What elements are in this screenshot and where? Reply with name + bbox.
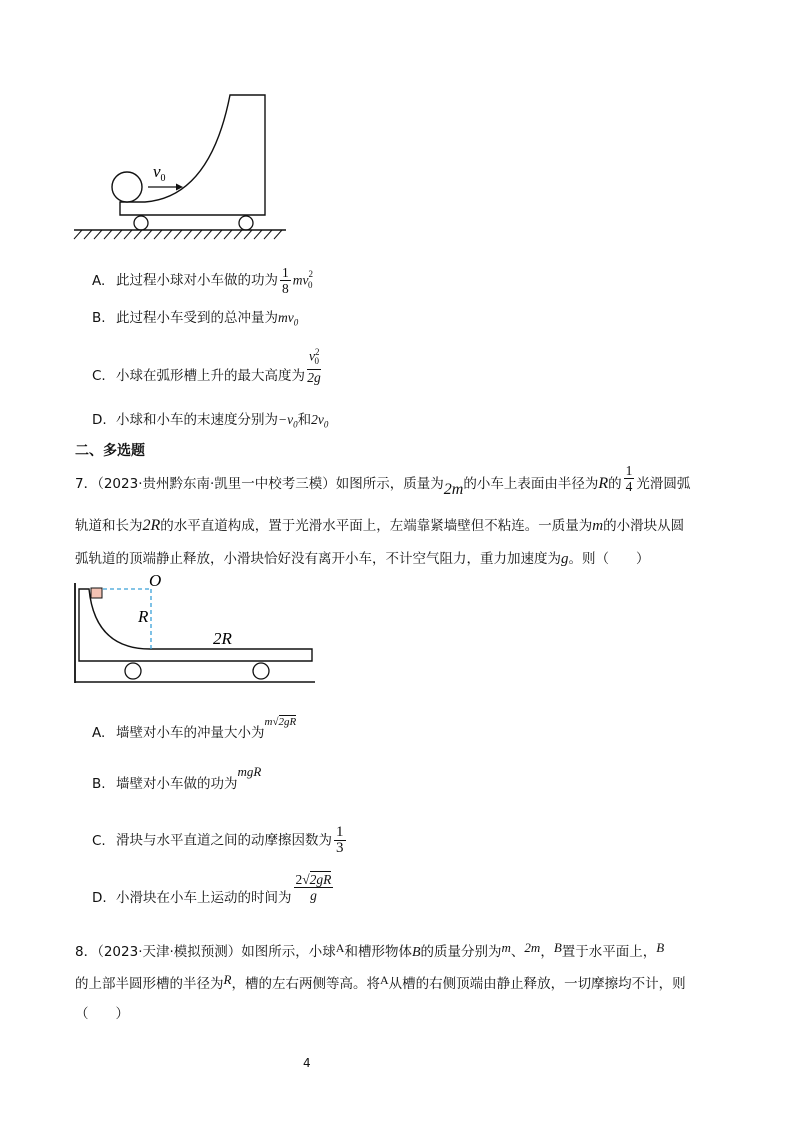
label-2R: 2R (213, 629, 232, 648)
fraction: $\frac{1}{8}$ (282, 265, 289, 296)
wheel-left (125, 663, 141, 679)
q7-line-2: 轨道和长为2R的水平直道构成，置于光滑水平面上，左端靠紧墙壁但不粘连。一质量为m的小滑块从圆 (75, 517, 685, 534)
q7-option-c[interactable]: C. 滑块与水平直道之间的动摩擦因数为 $\frac{1}{3}$ (92, 824, 344, 856)
q7-line-3: 弧轨道的顶端静止释放，小滑块恰好没有离开小车，不计空气阻力，重力加速度为g。则（ ） (75, 551, 650, 567)
section-title: 二、多选题 (75, 443, 145, 459)
q7-option-d[interactable]: D. 小滑块在小车上运动的时间为 $\frac{2√2gR}{g}$ (92, 871, 332, 906)
q8-line-3: （ ） (75, 1006, 129, 1022)
ball (112, 172, 142, 202)
q6-option-b[interactable]: B. 此过程小车受到的总冲量为$mv_0$ (92, 310, 299, 328)
cart-profile (79, 589, 312, 661)
cart-body (120, 95, 265, 215)
q6-option-a[interactable]: A. 此过程小球对小车做的功为 $\frac{1}{8}$ $mv^2_0$ (92, 265, 313, 296)
q7-line-1: 7．（2023·贵州黔东南·凯里一中校考三模）如图所示，质量为2m的小车上表面由半径为R的 $\frac{1}{4}$ 光滑圆弧 (75, 462, 691, 498)
fraction: $\frac{2√2gR}{g}$ (295, 871, 332, 903)
ground-hatch (74, 230, 282, 239)
page-number: 4 (303, 1056, 311, 1070)
wheel-right (253, 663, 269, 679)
wheel-right (239, 216, 253, 230)
figure-cart-ball (60, 85, 300, 245)
slider-block (91, 588, 102, 598)
v0-label: $v_0$ (153, 162, 166, 184)
fraction: $\frac{1}{3}$ (336, 824, 344, 856)
label-R: R (138, 607, 149, 626)
label-O: O (149, 575, 162, 590)
q8-line-2: 的上部半圆形槽的半径为R，槽的左右两侧等高。将A从槽的右侧顶端由静止释放，一切摩擦均不计，则 (75, 972, 686, 992)
q6-option-d[interactable]: D. 小球和小车的末速度分别为$-v_0$和$2v_0$ (92, 412, 329, 430)
wheel-left (134, 216, 148, 230)
q7-option-a[interactable]: A. 墙壁对小车的冲量大小为$^{m√2gR}$ (92, 716, 297, 741)
figure-quarter-arc-cart (70, 575, 320, 687)
q6-option-c[interactable]: C. 小球在弧形槽上升的最大高度为 $\frac{v^2_0}{2g}$ (92, 347, 321, 386)
q8-line-1: 8．（2023·天津·模拟预测）如图所示，小球A和槽形物体B的质量分别为m、2m，B置于水平面上，B (75, 940, 665, 960)
fraction: $\frac{v^2_0}{2g}$ (307, 347, 321, 386)
q7-option-b[interactable]: B. 墙壁对小车做的功为mgR (92, 764, 262, 792)
